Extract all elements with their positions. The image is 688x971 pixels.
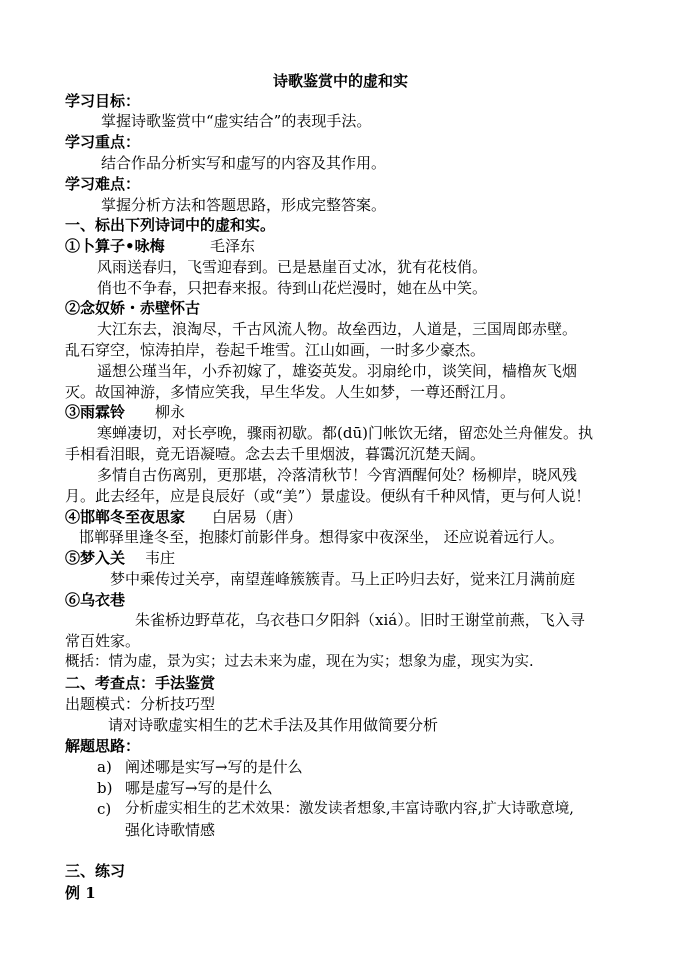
focus-text: 结合作品分析实写和虚写的内容及其作用。 [101,154,387,172]
poem6-title: ⑥乌衣巷 [65,591,126,609]
section1-heading: 一、标出下列诗词中的虚和实。 [65,216,276,234]
poem1-line: 风雨送春归，飞雪迎春到。已是悬崖百丈冰，犹有花枝俏。 [97,258,488,276]
poem3-line: 寒蝉凄切，对长亭晚，骤雨初歇。都(dū)门帐饮无绪，留恋处兰舟催发。执 [97,424,593,442]
poem4-author: 白居易（唐） [212,508,303,526]
poem3-title: ③雨霖铃 [65,403,126,421]
question-prompt: 请对诗歌虚实相生的艺术手法及其作用做简要分析 [108,716,439,734]
step-text: 分析虚实相生的艺术效果：激发读者想象,丰富诗歌内容,扩大诗歌意境, [125,801,574,817]
poem2-line: 乱石穿空，惊涛拍岸，卷起千堆雪。江山如画，一时多少豪杰。 [65,341,486,359]
poem2-line: 遥想公瑾当年，小乔初嫁了，雄姿英发。羽扇纶巾，谈笑间，樯橹灰飞烟 [97,362,578,380]
poem5-title: ⑤梦入关 [65,549,126,567]
poem3-line: 手相看泪眼，竟无语凝噎。念去去千里烟波，暮霭沉沉楚天阔。 [65,445,486,463]
poem6-line: 朱雀桥边野草花，乌衣巷口夕阳斜（xiá）。旧时王谢堂前燕，飞入寻 [135,611,585,629]
section3-heading: 三、练习 [65,862,126,880]
poem2-line: 灭。故国神游，多情应笑我，早生华发。人生如梦，一尊还酹江月。 [65,383,516,401]
difficulty-text: 掌握分析方法和答题思路，形成完整答案。 [101,196,387,214]
poem6-line: 常百姓家。 [65,632,141,650]
step-marker: a) [97,758,112,776]
section2-heading: 二、考查点：手法鉴赏 [65,674,216,692]
summary: 概括：情为虚，景为实；过去未来为虚，现在为实；想象为虚，现实为实. [65,654,534,670]
goal-heading: 学习目标： [65,92,141,110]
poem4-line: 邯郸驿里逢冬至，抱膝灯前影伴身。想得家中夜深坐， 还应说着远行人。 [79,528,564,546]
page-title: 诗歌鉴赏中的虚和实 [273,72,409,90]
focus-heading: 学习重点： [65,133,141,151]
step-text-continued: 强化诗歌情感 [125,821,216,839]
difficulty-heading: 学习难点： [65,175,141,193]
goal-text: 掌握诗歌鉴赏中“虚实结合”的表现手法。 [101,112,372,130]
example-heading: 例 1 [65,884,96,902]
approach-heading: 解题思路： [65,737,141,755]
poem2-line: 大江东去，浪淘尽，千古风流人物。故垒西边，人道是，三国周郎赤壁。 [97,320,578,338]
step-text: 哪是虚写→写的是什么 [125,779,273,797]
poem3-line: 月。此去经年，应是良辰好（或“美”）景虚设。便纵有千种风情，更与何人说！ [65,487,591,505]
question-type: 出题模式：分析技巧型 [65,695,216,713]
poem1-line: 俏也不争春，只把春来报。待到山花烂漫时，她在丛中笑。 [97,279,488,297]
step-text: 阐述哪是实写→写的是什么 [125,758,303,776]
poem2-title: ②念奴娇・赤壁怀古 [65,299,201,317]
poem1-author: 毛泽东 [210,237,256,255]
poem3-line: 多情自古伤离别，更那堪，冷落清秋节！今宵酒醒何处？杨柳岸，晓风残 [97,466,578,484]
step-marker: b) [97,779,113,797]
poem5-author: 韦庄 [145,549,176,567]
step-marker: c) [97,800,112,818]
poem5-line: 梦中乘传过关亭，南望莲峰簇簇青。马上正吟归去好，觉来江月满前庭 [110,570,576,588]
poem3-author: 柳永 [155,403,186,421]
poem1-title: ①卜算子•咏梅 [65,237,165,255]
poem4-title: ④邯郸冬至夜思家 [65,508,186,526]
